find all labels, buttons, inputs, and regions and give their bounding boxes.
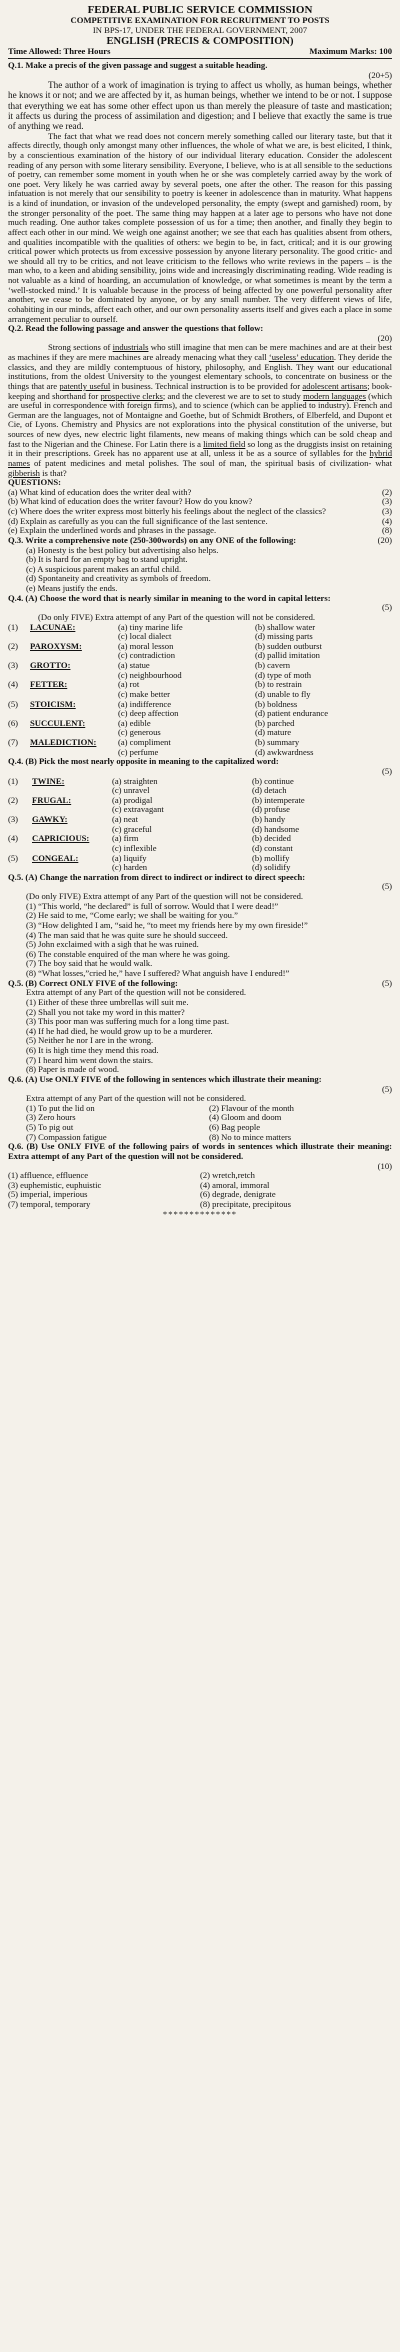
option: (d) pallid imitation [255,650,320,661]
list-item: (1) To put the lid on [26,1102,95,1113]
q6a-items [8,1104,392,1143]
q2-text: in business. Technical instruction is to be provided for [110,380,303,391]
option: (a) indifference [118,698,172,709]
option: (c) inflexible [112,842,157,853]
list-item: (8) No to mince matters [209,1131,292,1142]
option: (a) compliment [118,737,171,748]
option: (d) missing parts [255,631,313,642]
question-text: (a) What kind of education does the writer deal with? [8,486,192,497]
list-item: (4) If he had died, he would grow up to be a murderer. [26,1025,213,1036]
list-item: (6) Bag people [209,1122,261,1133]
option: (c) make better [118,688,171,699]
subject-title: ENGLISH (PRECIS & COMPOSITION) [106,35,294,47]
q4a-prompt: Q.4. (A) Choose the word that is nearly similar in meaning to the word in capital letters: [8,592,331,603]
q2-text: of patent medicines and metal polishes. The soul of man, the spiritual basis of civilization- what [29,457,392,468]
q1-marks: (20+5) [368,69,392,80]
option: (d) solidify [252,862,291,873]
time-marks-row [8,47,392,59]
list-item: (a) Honesty is the best policy but advertising also helps. [26,544,219,555]
list-item: (5) John exclaimed with a sigh that he was ruined. [26,939,199,950]
option: (b) decided [252,833,291,844]
question-6a [8,1075,392,1142]
q5a-prompt: Q.5. (A) Change the narration from direct to indirect or indirect to direct speech: [8,871,306,882]
q4b-prompt: Q.4. (B) Pick the most nearly opposite in meaning to the capitalized word: [8,756,279,767]
q6a-marks: (5) [381,1083,392,1094]
question-2 [8,324,392,536]
list-item: (e) Means justify the ends. [26,583,118,594]
item-word: GROTTO: [30,660,71,671]
q2-underlined: limited field [203,438,246,449]
option: (a) moral lesson [118,640,174,651]
item-number: (1) [8,621,19,632]
q2-underlined: gibberish [8,467,40,478]
item-number: (4) [8,679,19,690]
item-word: LACUNAE: [30,621,76,632]
q2-underlined: ‘useless’ education [268,352,334,363]
exam-title: COMPETITIVE EXAMINATION FOR RECRUITMENT TO POSTS [70,15,330,26]
list-item: (1) “This world, “he declared” is full of sorrow. Would that I were dead!” [26,900,279,911]
option: (a) straighten [112,775,158,786]
question-text: (d) Explain as carefully as you can the full significance of the last sentence. [8,515,268,526]
item-number: (3) [8,814,19,825]
q4a-marks: (5) [381,602,392,613]
option: (a) liquify [112,852,147,863]
list-item: (3) Zero hours [26,1112,76,1123]
option: (b) mollify [252,852,290,863]
option: (b) parched [255,717,295,728]
option: (c) neighbourhood [118,669,182,680]
item-number: (3) [8,660,19,671]
option: (d) handsome [252,823,300,834]
list-item: (2) He said to me, “Come early; we shall be waiting for you.” [26,910,238,921]
option: (d) patient endurance [255,708,329,719]
list-item: (6) degrade, denigrate [200,1189,276,1200]
list-item: (7) I heard him went down the stairs. [26,1054,153,1065]
q2-text: (which are useful in correspondence with foreign firms), and to science (which can be applied to industry). French and German are the languages, not of Montaigne and Goethe, but of Schmidt Brothers, of Elberfeld, and Dupont et Cie, of Lyons. Chemistry and Physics are not explorations into the physical constitution of the universe, but sources of new dyes, new electric light filaments, new means of making things which can be sold cheap and fast to the Nigerian and the Chinese. For Latin there is a [8,390,393,449]
option: (a) statue [118,660,150,671]
list-item: (5) Neither he nor I are in the wrong. [26,1035,154,1046]
q5b-prompt: Q.5. (B) Correct ONLY FIVE of the following: [8,977,178,988]
q2-text: so long as the druggists insist on retaining it in their prescriptions. Greek has no apparent use at all, unless it be as a source of syllables for the [8,438,392,459]
option: (b) to restrain [255,679,302,690]
list-item: (4) amoral, immoral [200,1179,270,1190]
item-number: (2) [8,640,19,651]
q4b-options [8,777,392,873]
list-item: (4) Gloom and doom [209,1112,282,1123]
list-item: (2) Flavour of the month [209,1102,294,1113]
item-word: FRUGAL: [32,794,72,805]
item-word: MALEDICTION: [30,737,97,748]
q2-text: ; book-keeping and shorthand for [8,380,392,401]
q1-paragraph-2: The fact that what we read does not concern merely something called our literary taste, but that it affects directly, though only amongst many other influences, the whole of what we are, is best elicited, I think, by a conscientious examination of the history of our individual literary education. Consider the adolescent reading of any person with some literary sensibility. Everyone, I believe, who is at all sensible to the seductions of poetry, can remember some moment in youth when he or she was completely carried away by the work of one poet. Very likely he was carried away by several poets, one after the other. The reason for this passing infatuation is not merely that our sensibility to poetry is keener in adolescence than in maturity. What happens is a kind of inundation, or invasion of the undeveloped personality, the empty (swept and garnished) room, by the stronger personality of the poet. The same thing may happen at a later age to persons who have not done much reading. One author takes complete possession of us for a time; then another, and finally they begin to affect each other in our mind. We weigh one against another; we see that each has qualities absent from others, and qualities incompatible with the qualities of others: we begin to be, in fact, critical; and it is our growing critical power which protects us from excessive possession by anyone literary personality. The good critic- and we should all try to be critics, and not leave criticism to the fellows who write reviews in the papers – is the man who, to a keen and abiding sensibility, joins wide and increasingly discriminating reading. Wide reading is not valuable as a kind of hoarding, an accumulation of knowledge, or what sometimes is meant by the term a ‘well-stocked mind.’ It is valuable because in the process of being affected by one powerful personality after another, we cease to be dominated by anyone, or by any small number. The very different views of life, cohabiting in our minds, affect each other, and our own personality asserts itself and gives each a place in some arrangement peculiar to ourself. [8,130,392,324]
q2-underlined: industrials [112,342,149,353]
list-item: (8) “What losses,”cried he,” have I suffered? What anguish have I endured!” [26,968,290,979]
item-number: (6) [8,717,19,728]
q2-text: . They deride the classics, and they are mildly contemptuous of history, philosophy, and English. They want our educational institutions, from the oldest University to the youngest elementary schools, to concentrate on business or the things that are [8,352,392,391]
option: (c) generous [118,727,161,738]
item-word: PAROXYSM: [30,640,82,651]
option: (c) deep affection [118,708,179,719]
list-item: (c) A suspicious parent makes an artful child. [26,563,182,574]
option: (a) prodigal [112,794,153,805]
commission-title: FEDERAL PUBLIC SERVICE COMMISSION [87,4,313,16]
list-item: (7) Compassion fatigue [26,1131,107,1142]
list-item: (1) affluence, effluence [8,1170,89,1181]
q2-passage [8,343,392,478]
option: (d) mature [255,727,292,738]
question-text: (e) Explain the underlined words and phrases in the passage. [8,525,217,536]
q2-text: who still imagine that men can be mere machines and are at their best as machines if they are mere machines are already menacing what they call [8,342,392,363]
question-1 [8,61,392,324]
list-item: (8) precipitate, precipitous [200,1199,291,1210]
q2-text: Strong sections of [48,342,113,353]
item-number: (4) [8,833,19,844]
list-item: (b) It is hard for an empty bag to stand upright. [26,554,188,565]
item-number: (7) [8,737,19,748]
q2-underlined: adolescent artisans [302,380,368,391]
q2-text: ; and the cleverest we are to set to study [162,390,304,401]
list-item: (6) The constable enquired of the man where he was going. [26,948,230,959]
question-marks: (3) [381,496,392,507]
item-word: CONGEAL: [32,852,79,863]
list-item: (5) imperial, imperious [8,1189,88,1200]
q5a-note: (Do only FIVE) Extra attempt of any Part of the question will not be considered. [26,891,304,902]
list-item: (3) This poor man was suffering much for a long time past. [26,1016,230,1027]
option: (b) intemperate [252,794,305,805]
option: (b) sudden outburst [255,640,322,651]
list-item: (6) It is high time they mend this road. [26,1045,159,1056]
option: (a) tiny marine life [118,621,183,632]
end-marker: ************** [162,1208,238,1219]
option: (c) perfume [118,746,159,757]
option: (b) continue [252,775,294,786]
q4a-note: (Do only FIVE) Extra attempt of any Part of the question will not be considered. [38,611,316,622]
list-item: (3) euphemistic, euphuistic [8,1179,102,1190]
option: (c) harden [112,862,148,873]
q5b-items [8,998,392,1075]
question-6b [8,1142,392,1209]
question-marks: (8) [381,525,392,536]
option: (d) profuse [252,804,290,815]
q1-paragraph-1: The author of a work of imagination is trying to affect us wholly, as human beings, whether he knows it or not; and we are affected by it, as human beings, whether we intend to be or not. I suppose that everything we eat has some other effect upon us than merely the pleasure of taste and mastication; it affects us during the process of assimilation and digestion; and I believe that exactly the same is true of anything we read. [8,80,392,132]
question-marks: (3) [381,506,392,517]
list-item: (4) The man said that he was quite sure he should succeed. [26,929,228,940]
item-word: SUCCULENT: [30,717,86,728]
q2-underlined: hybrid names [8,448,392,468]
item-number: (5) [8,852,19,863]
item-number: (5) [8,698,19,709]
option: (b) handy [252,814,286,825]
option: (b) cavern [255,660,291,671]
question-5a [8,873,392,979]
q3-marks: (20) [377,534,392,545]
option: (c) unravel [112,785,150,796]
option: (a) firm [112,833,139,844]
q2-underlined: patently useful [59,380,111,391]
question-text: (b) What kind of education does the writer favour? How do you know? [8,496,253,507]
list-item: (2) Shall you not take my word in this matter? [26,1006,185,1017]
q2-text: is that? [39,467,67,478]
q4a-options [8,623,392,758]
item-number: (2) [8,794,19,805]
option: (a) rot [118,679,140,690]
q5b-note: Extra attempt of any Part of the question will not be considered. [26,987,247,998]
q6b-items [8,1171,392,1210]
list-item: (5) To pig out [26,1122,74,1133]
option: (c) local dialect [118,631,172,642]
option: (b) shallow water [255,621,316,632]
item-word: STOICISM: [30,698,76,709]
exam-header [8,4,392,47]
option: (d) detach [252,785,287,796]
time-allowed: Time Allowed: Three Hours [8,46,111,57]
q6b-prompt: Q.6. (B) Use ONLY FIVE of the following pairs of words in sentences which illustrate their meaning: Extra attempt of any Part of the question will not be considered. [8,1141,392,1161]
q2-marks: (20) [377,332,392,343]
list-item: (d) Spontaneity and creativity as symbols of freedom. [26,573,211,584]
list-item: (8) Paper is made of wood. [26,1064,120,1075]
option: (a) neat [112,814,138,825]
option: (a) edible [118,717,151,728]
item-word: FETTER: [30,679,68,690]
option: (b) summary [255,737,300,748]
q2-prompt: Q.2. Read the following passage and answer the questions that follow: [8,323,264,334]
item-word: CAPRICIOUS: [32,833,90,844]
list-item: (1) Either of these three umbrellas will suit me. [26,996,189,1007]
q5a-items [8,902,392,979]
option: (c) graceful [112,823,152,834]
q6b-marks: (10) [377,1160,392,1171]
list-item: (2) wretch,retch [200,1170,255,1181]
q6a-note: Extra attempt of any Part of the question will not be considered. [26,1093,247,1104]
q4b-marks: (5) [381,765,392,776]
question-text: (c) Where does the writer express most bitterly his feelings about the neglect of the classics? [8,506,326,517]
q5a-marks: (5) [381,881,392,892]
q2-underlined: modern languages [303,390,366,401]
option: (b) boldness [255,698,298,709]
item-word: TWINE: [32,775,65,786]
q3-prompt: Q.3. Write a comprehensive note (250-300words) on any ONE of the following: [8,534,297,545]
q5b-marks: (5) [381,977,392,988]
option: (c) contradiction [118,650,176,661]
question-3 [8,536,392,594]
item-word: GAWKY: [32,814,68,825]
list-item: (3) “How delighted I am, “said he, “to meet my friends here by my own fireside!” [26,919,308,930]
q2-underlined: prospective clerks [100,390,163,401]
q2-questions-title: QUESTIONS: [8,477,62,488]
item-number: (1) [8,775,19,786]
question-5b [8,979,392,1075]
list-item: (7) The boy said that he would walk. [26,958,153,969]
option: (d) awkwardness [255,746,314,757]
maximum-marks: Maximum Marks: 100 [309,46,392,57]
list-item: (7) temporal, temporary [8,1199,91,1210]
question-marks: (4) [381,515,392,526]
q1-prompt: Q.1. Make a precis of the given passage and suggest a suitable heading. [8,59,268,70]
q2-questions-list [8,488,392,536]
option: (c) extravagant [112,804,164,815]
option: (d) unable to fly [255,688,311,699]
question-4a [8,594,392,758]
q3-topics [8,546,392,594]
grade-line: IN BPS-17, UNDER THE FEDERAL GOVERNMENT, 2007 [92,24,308,35]
question-marks: (2) [381,486,392,497]
question-4b [8,757,392,873]
option: (d) type of moth [255,669,312,680]
q6a-prompt: Q.6. (A) Use ONLY FIVE of the following in sentences which illustrate their meaning: [8,1073,322,1084]
option: (d) constant [252,842,293,853]
